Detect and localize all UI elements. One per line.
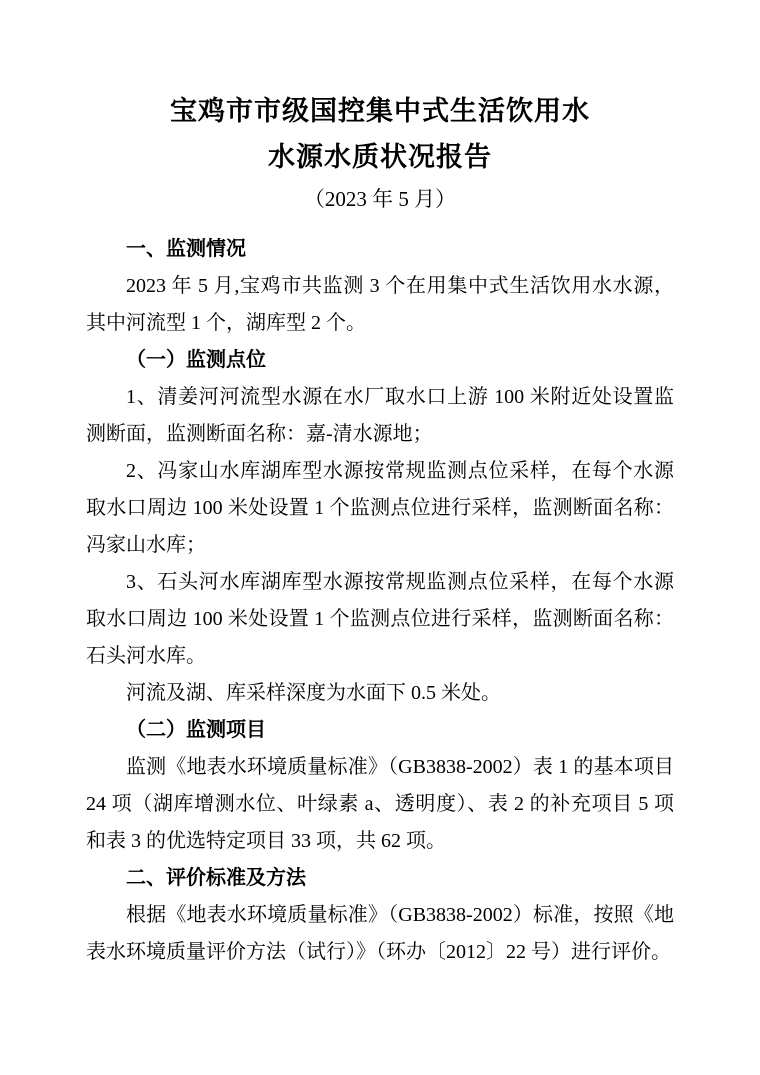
page-title-line-1: 宝鸡市市级国控集中式生活饮用水 <box>170 96 590 126</box>
section-heading-monitoring-items: （二）监测项目 <box>126 719 266 741</box>
paragraph-point-2-fengjiashan-reservoir: 2、冯家山水库湖库型水源按常规监测点位采样，在每个水源取水口周边 100 米处设置 1 个监测点位进行采样，监测断面名称：冯家山水库； <box>86 460 674 556</box>
section-heading-monitoring-points: （一）监测点位 <box>126 349 266 371</box>
section-heading-monitoring-situation: 一、监测情况 <box>126 238 246 260</box>
paragraph-point-3-shitouhe-reservoir: 3、石头河水库湖库型水源按常规监测点位采样，在每个水源取水口周边 100 米处设置 1 个监测点位进行采样，监测断面名称：石头河水库。 <box>86 571 674 667</box>
page-title-line-2: 水源水质状况报告 <box>268 142 492 172</box>
paragraph-monitoring-overview: 2023 年 5 月,宝鸡市共监测 3 个在用集中式生活饮用水水源，其中河流型 1 个，湖库型 2 个。 <box>86 275 674 334</box>
paragraph-sampling-depth: 河流及湖、库采样深度为水面下 0.5 米处。 <box>126 682 501 704</box>
section-heading-evaluation-standard: 二、评价标准及方法 <box>126 867 306 889</box>
paragraph-evaluation-standard-detail: 根据《地表水环境质量标准》（GB3838-2002）标准，按照《地表水环境质量评价方法（试行）》（环办〔2012〕22 号）进行评价。 <box>86 904 674 963</box>
paragraph-point-1-qingjiang-river: 1、清姜河河流型水源在水厂取水口上游 100 米附近处设置监测断面，监测断面名称：嘉-清水源地； <box>86 386 674 445</box>
report-date: （2023 年 5 月） <box>303 187 457 211</box>
report-title <box>86 88 674 180</box>
paragraph-monitoring-items-detail: 监测《地表水环境质量标准》（GB3838-2002）表 1 的基本项目 24 项（湖库增测水位、叶绿素 a、透明度）、表 2 的补充项目 5 项和表 3 的优选特定项目 33 项，共 62 项。 <box>86 756 674 852</box>
